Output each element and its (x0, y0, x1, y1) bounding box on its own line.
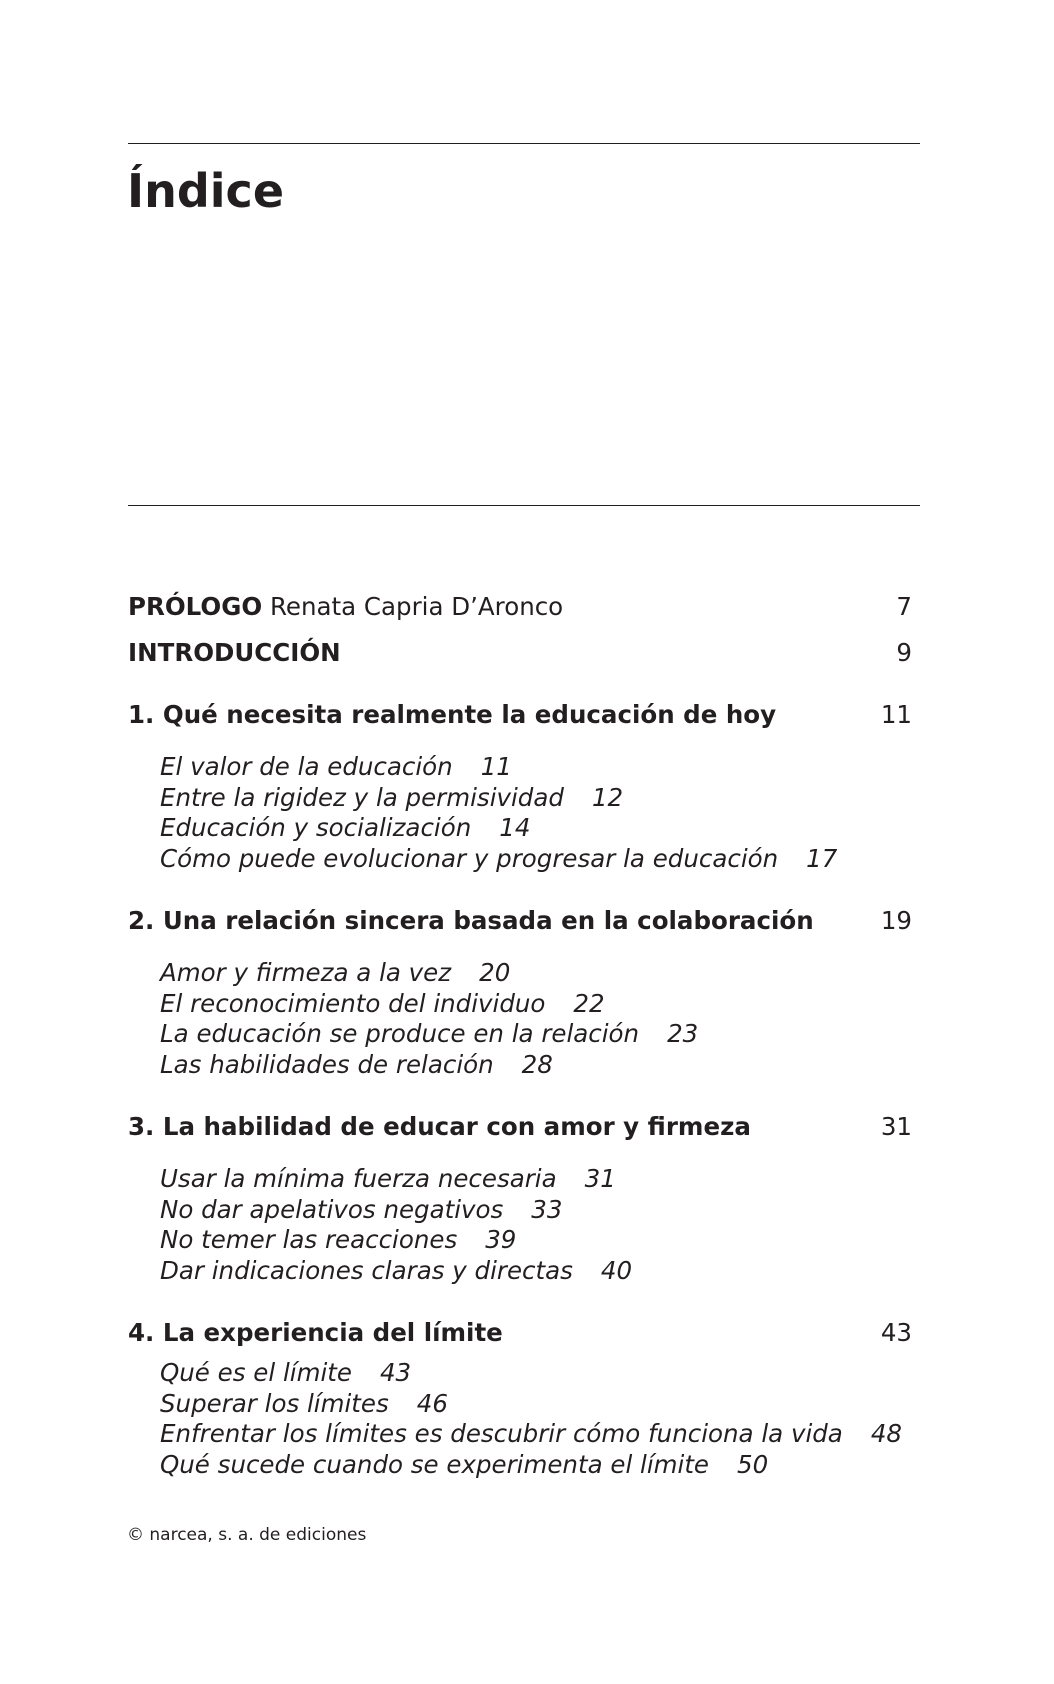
prologue-title (128, 592, 563, 622)
section-entry[interactable] (160, 783, 912, 814)
section-page: 33 (531, 1194, 563, 1224)
chapter-heading[interactable] (128, 1318, 912, 1348)
section-title: Superar los límites (160, 1388, 389, 1418)
section-page: 17 (806, 843, 838, 873)
section-entry[interactable] (160, 1225, 912, 1256)
section-page: 14 (499, 813, 531, 842)
section-list (128, 1358, 912, 1480)
chapter-page: 31 (880, 1112, 912, 1141)
introduction-label: INTRODUCCIÓN (128, 638, 341, 667)
section-page: 40 (600, 1255, 633, 1285)
section-entry[interactable] (160, 989, 912, 1020)
section-title: El valor de la educación (160, 752, 453, 781)
introduction-page: 9 (896, 638, 912, 667)
section-title: Dar indicaciones claras y directas (160, 1255, 573, 1285)
prologue-label: PRÓLOGO (128, 592, 263, 621)
section-entry[interactable] (160, 844, 912, 875)
table-of-contents (128, 592, 912, 1480)
section-page: 48 (870, 1419, 903, 1448)
section-title: Educación y socialización (160, 813, 472, 842)
toc-entry-prologue[interactable] (128, 592, 912, 622)
section-title: No temer las reacciones (160, 1225, 458, 1254)
prologue-page: 7 (896, 592, 912, 621)
section-title: Las habilidades de relación (160, 1049, 494, 1079)
chapter-title: 1. Qué necesita realmente la educación de hoy (128, 700, 777, 729)
chapter-heading[interactable] (128, 906, 912, 936)
section-list (128, 1164, 912, 1286)
chapter-title: 2. Una relación sincera basada en la colaboración (128, 906, 814, 935)
section-page: 39 (485, 1225, 517, 1254)
section-entry[interactable] (160, 813, 912, 844)
section-title: Cómo puede evolucionar y progresar la educación (160, 843, 779, 873)
chapter-heading[interactable] (128, 1112, 912, 1142)
section-title: Entre la rigidez y la permisividad (160, 782, 564, 812)
prologue-author: Renata Capria D’Aronco (269, 592, 564, 621)
section-title: La educación se produce en la relación (160, 1019, 640, 1048)
chapter-page: 11 (880, 700, 912, 729)
chapter-page: 43 (880, 1318, 912, 1347)
section-page: 43 (379, 1358, 412, 1387)
section-entry[interactable] (160, 1164, 912, 1195)
section-entry[interactable] (160, 1389, 912, 1420)
section-title: El reconocimiento del individuo (160, 988, 546, 1018)
section-page: 23 (667, 1019, 699, 1048)
section-list (128, 958, 912, 1080)
section-page: 20 (479, 958, 511, 987)
section-page: 11 (480, 752, 512, 781)
section-page: 28 (521, 1049, 553, 1079)
section-title: Usar la mínima fuerza necesaria (160, 1164, 557, 1193)
chapter-4 (128, 1318, 912, 1480)
section-title: Enfrentar los límites es descubrir cómo funciona la vida (160, 1419, 843, 1448)
copyright-footer: © narcea, s. a. de ediciones (127, 1525, 367, 1545)
chapter-title: 3. La habilidad de educar con amor y firmeza (128, 1112, 751, 1141)
top-divider (128, 143, 920, 144)
chapter-3 (128, 1112, 912, 1286)
chapter-2 (128, 906, 912, 1080)
section-entry[interactable] (160, 1195, 912, 1226)
section-entry[interactable] (160, 1050, 912, 1081)
chapter-page: 19 (880, 906, 912, 935)
section-page: 31 (584, 1164, 616, 1193)
section-entry[interactable] (160, 1419, 912, 1450)
section-title: Amor y firmeza a la vez (160, 958, 452, 987)
chapter-title: 4. La experiencia del límite (128, 1318, 503, 1347)
section-title: No dar apelativos negativos (160, 1194, 504, 1224)
section-entry[interactable] (160, 1019, 912, 1050)
section-page: 22 (573, 988, 605, 1018)
section-entry[interactable] (160, 1358, 912, 1389)
section-list (128, 752, 912, 874)
chapter-heading[interactable] (128, 700, 912, 730)
section-entry[interactable] (160, 1256, 912, 1287)
section-entry[interactable] (160, 958, 912, 989)
page-title: Índice (127, 164, 285, 218)
toc-entry-introduction[interactable] (128, 638, 912, 668)
section-title: Qué sucede cuando se experimenta el límite (160, 1449, 710, 1479)
chapter-1 (128, 700, 912, 874)
section-page: 46 (416, 1388, 448, 1418)
section-entry[interactable] (160, 752, 912, 783)
section-page: 12 (591, 782, 624, 812)
section-page: 50 (737, 1449, 769, 1479)
section-entry[interactable] (160, 1450, 912, 1481)
middle-divider (128, 505, 920, 506)
section-title: Qué es el límite (160, 1358, 352, 1387)
